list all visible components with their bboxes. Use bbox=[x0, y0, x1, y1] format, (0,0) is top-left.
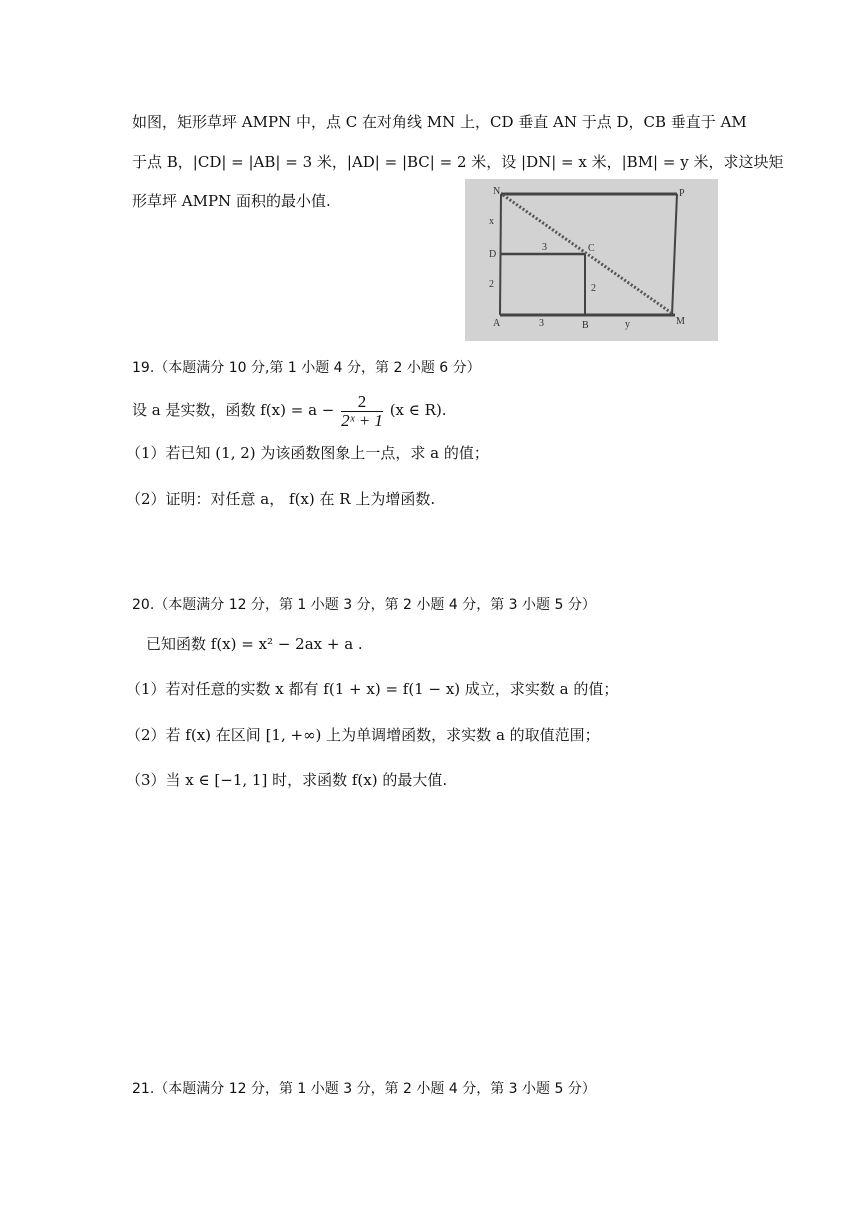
label-2-left: 2 bbox=[489, 279, 494, 290]
label-P: P bbox=[679, 188, 685, 199]
problem18-line3: 形草坪 AMPN 面积的最小值. bbox=[132, 192, 331, 210]
label-A: A bbox=[493, 318, 501, 329]
fraction-numerator: 2 bbox=[341, 393, 383, 412]
label-3-top: 3 bbox=[542, 242, 547, 253]
problem19-intro bbox=[132, 392, 447, 430]
label-M: M bbox=[676, 316, 685, 327]
problem19-intro-post: (x ∈ R). bbox=[389, 401, 447, 419]
label-D: D bbox=[489, 249, 497, 260]
problem20-intro: 已知函数 f(x) = x² − 2ax + a . bbox=[146, 635, 363, 653]
label-C: C bbox=[588, 243, 595, 254]
problem20-q2: （2）若 f(x) 在区间 [1, +∞) 上为单调增函数，求实数 a 的取值范围； bbox=[126, 726, 600, 744]
problem19-q2: （2）证明：对任意 a， f(x) 在 R 上为增函数. bbox=[126, 490, 436, 508]
problem18-line1: 如图，矩形草坪 AMPN 中，点 C 在对角线 MN 上，CD 垂直 AN 于点 D，CB 垂直于 AM bbox=[132, 113, 747, 131]
label-x: x bbox=[489, 216, 494, 227]
problem19-fraction bbox=[341, 393, 383, 430]
problem20-q1: （1）若对任意的实数 x 都有 f(1 + x) = f(1 − x) 成立，求实数 a 的值； bbox=[126, 680, 619, 698]
label-3-bottom: 3 bbox=[539, 318, 544, 329]
rectangle-figure bbox=[465, 179, 718, 341]
problem19-q1: （1）若已知 (1, 2) 为该函数图象上一点，求 a 的值； bbox=[126, 444, 489, 462]
problem19-intro-pre: 设 a 是实数，函数 f(x) = a − bbox=[132, 401, 335, 419]
label-y: y bbox=[625, 319, 630, 330]
problem20-header: 20.（本题满分 12 分，第 1 小题 3 分，第 2 小题 4 分，第 3 小题 5 分） bbox=[132, 597, 596, 613]
label-2-right: 2 bbox=[591, 283, 596, 294]
label-N: N bbox=[493, 186, 501, 197]
problem20-q3: （3）当 x ∈ [−1, 1] 时，求函数 f(x) 的最大值. bbox=[126, 771, 448, 789]
fraction-denominator: 2ˣ + 1 bbox=[341, 410, 383, 430]
side-PM bbox=[672, 194, 677, 315]
problem18-line2: 于点 B，|CD| = |AB| = 3 米，|AD| = |BC| = 2 米，设 |DN| = x 米，|BM| = y 米，求这块矩 bbox=[132, 153, 784, 171]
problem19-header: 19.（本题满分 10 分,第 1 小题 4 分，第 2 小题 6 分） bbox=[132, 360, 481, 376]
side-NA bbox=[500, 194, 501, 315]
problem21-header: 21.（本题满分 12 分，第 1 小题 3 分，第 2 小题 4 分，第 3 小题 5 分） bbox=[132, 1081, 596, 1097]
rectangle-diagram bbox=[465, 179, 718, 341]
label-B: B bbox=[582, 320, 589, 331]
